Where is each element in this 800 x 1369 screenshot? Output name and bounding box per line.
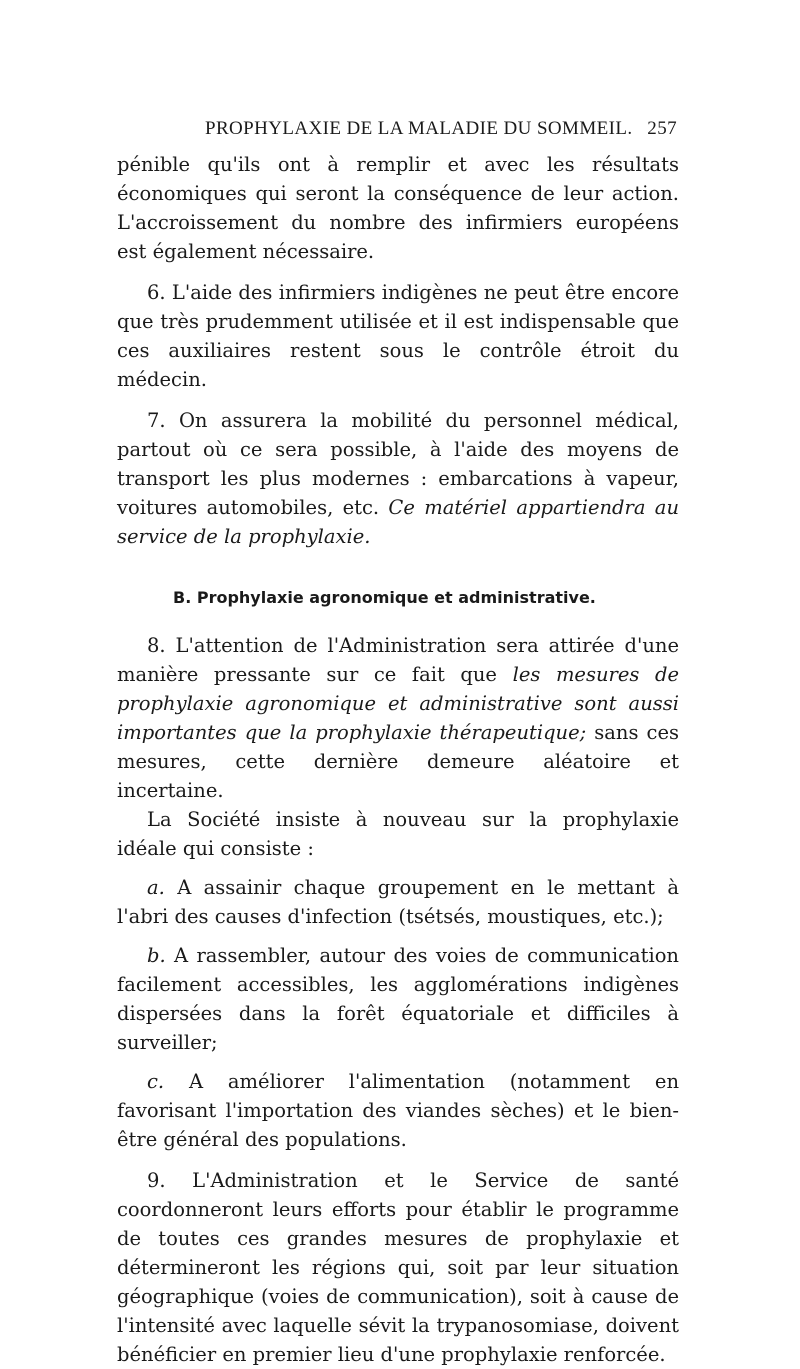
paragraph-7-text: 7. On assurera la mobilité du personnel médical, partout où ce sera possible, à l'aide des moyens de transport les plus modernes : embarcations à vapeur, voitures automobiles, etc. bbox=[117, 409, 679, 519]
running-title: PROPHYLAXIE DE LA MALADIE DU SOMMEIL. bbox=[205, 118, 633, 139]
list-item-a bbox=[117, 873, 679, 931]
paragraph-6: 6. L'aide des infirmiers indigènes ne peut être encore que très prudemment utilisée et il est indispensable que ces auxiliaires restent sous le contrôle étroit du médecin. bbox=[117, 281, 679, 391]
list-item-b-letter: b. bbox=[147, 944, 166, 967]
paragraph-8 bbox=[117, 631, 679, 805]
paragraph-8-italic: les mesures de prophylaxie agronomique et administrative sont aussi importantes que la prophylaxie thérapeutique; bbox=[117, 663, 680, 744]
list-item-a-letter: a. bbox=[147, 876, 165, 899]
running-header bbox=[205, 118, 677, 144]
page-number: 257 bbox=[647, 118, 677, 139]
list-item-b-text: A rassembler, autour des voies de communication facilement accessibles, les agglomérations indigènes dispersées dans la forêt équatoriale et difficiles à surveiller; bbox=[117, 944, 679, 1054]
paragraph-9: 9. L'Administration et le Service de santé coordonneront leurs efforts pour établir le programme de toutes ces grandes mesures de prophylaxie et détermineront les régions qui, soit par leur situation géographique (voies de communication), soit à cause de l'intensité avec laquelle sévit la trypanosomiase, doivent bénéficier en premier lieu d'une prophylaxie renforcée. bbox=[117, 1169, 679, 1366]
paragraph-8-rest: sans ces mesures, cette dernière demeure aléatoire et incertaine. bbox=[117, 721, 679, 802]
section-heading-b: B. Prophylaxie agronomique et administrative. bbox=[173, 588, 596, 607]
body-text bbox=[117, 150, 679, 1369]
list-item-c bbox=[117, 1067, 679, 1154]
list-item-c-text: A améliorer l'alimentation (notamment en favorisant l'importation des viandes sèches) et le bien-être général des populations. bbox=[117, 1070, 680, 1151]
paragraph-continuation: pénible qu'ils ont à remplir et avec les résultats économiques qui seront la conséquence de leur action. L'accroissement du nombre des infirmiers européens est également nécessaire. bbox=[117, 153, 679, 263]
list-item-b bbox=[117, 941, 679, 1057]
paragraph-8-intro: 8. L'attention de l'Administration sera attirée d'une manière pressante sur ce fait que bbox=[117, 634, 679, 686]
paragraph-7 bbox=[117, 406, 679, 551]
paragraph-7-italic: Ce matériel appartiendra au service de la prophylaxie. bbox=[117, 496, 679, 548]
paragraph-societe: La Société insiste à nouveau sur la prophylaxie idéale qui consiste : bbox=[117, 808, 679, 860]
list-item-a-text: A assainir chaque groupement en le mettant à l'abri des causes d'infection (tsétsés, moustiques, etc.); bbox=[117, 876, 679, 928]
list-item-c-letter: c. bbox=[147, 1070, 165, 1093]
